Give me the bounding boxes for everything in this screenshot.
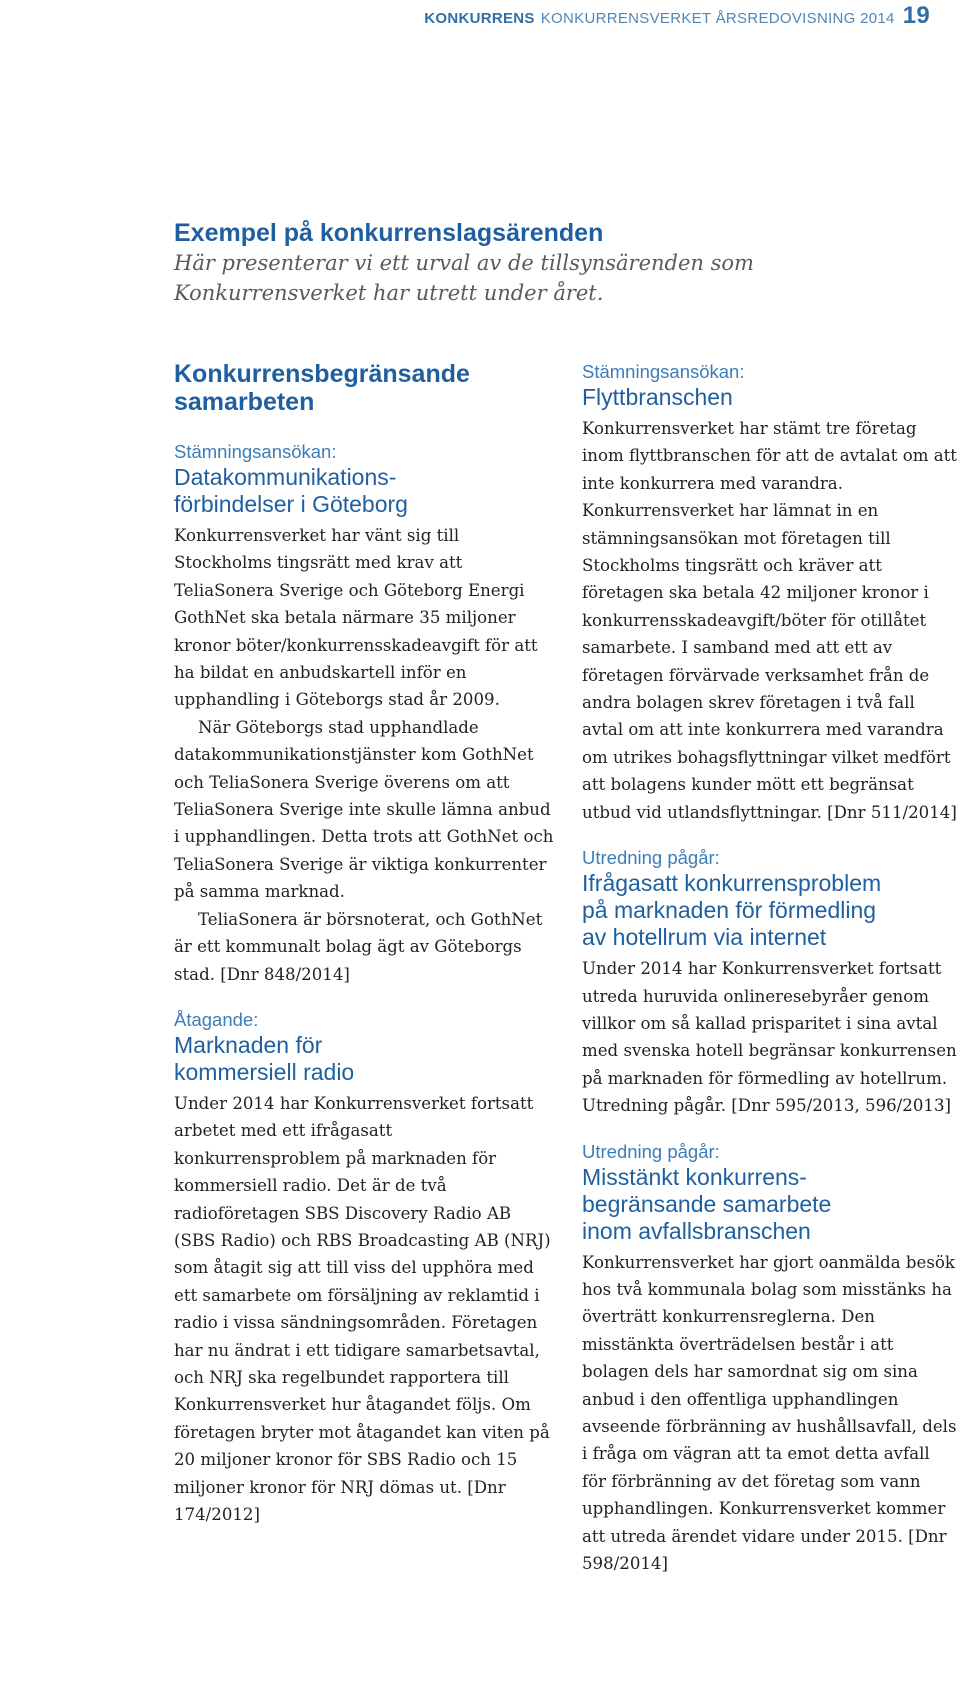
paragraph: Konkurrensverket har vänt sig till Stockholms tingsrätt med krav att TeliaSonera Sverige och Göteborg Energi GothNet ska betala närmare 35 miljoner kronor böter/konkurrensskadeavgift för att ha bildat en anbudskartell inför en upphandling i Göteborgs stad år 2009. <box>174 526 538 710</box>
paragraph: När Göteborgs stad upphandlade datakommunikationstjänster kom GothNet och TeliaSonera Sverige överens om att TeliaSonera Sverige inte skulle lämna anbud i upphandlingen. Detta trots att GothNet och TeliaSonera Sverige är viktiga konkurrenter på samma marknad. <box>174 717 554 902</box>
case-body <box>174 1090 554 1529</box>
case-hotellrum <box>582 846 958 1119</box>
page-subtitle: Här presenterar vi ett urval av de tillsynsärenden som Konkurrensverket har utrett under året. <box>174 251 754 305</box>
case-body <box>174 522 554 988</box>
page-number: 19 <box>902 2 930 29</box>
left-column <box>174 360 554 1548</box>
case-title <box>582 384 958 411</box>
case-body <box>582 955 958 1119</box>
case-title-line: Ifrågasatt konkurrensproblem <box>582 870 882 897</box>
case-title-line: av hotellrum via internet <box>582 924 827 951</box>
case-kicker: Stämningsansökan: <box>174 441 337 462</box>
case-title-line: Misstänkt konkurrens- <box>582 1163 807 1190</box>
case-title-line: begränsande samarbete <box>582 1190 832 1217</box>
case-body <box>582 1249 958 1578</box>
paragraph: Konkurrensverket har stämt tre företag inom flyttbranschen för att de avtalat om att inte konkurrera med varandra. Konkurrensverket har lämnat in en stämningsansökan mot företagen till Stockholms tingsrätt och kräver att företagen ska betala 42 miljoner kronor i konkurrensskadeavgift/böter för otillåtet samarbete. I samband med att ett av företagen förvärvade verksamhet från de andra bolagen skrev företagen i två fall avtal om att inte konkurrera med varandra om utrikes bohagsflyttningar vilket medfört att bolagens kunder mött ett begränsat utbud vid utlandsflyttningar. [Dnr 511/2014] <box>582 419 957 822</box>
case-datakommunikation <box>174 440 554 988</box>
intro <box>174 218 934 308</box>
running-header <box>424 2 930 30</box>
case-body <box>582 415 958 826</box>
page-title: Exempel på konkurrenslagsärenden <box>174 219 604 247</box>
case-kicker: Stämningsansökan: <box>582 361 745 382</box>
case-title-line: Flyttbranschen <box>582 384 733 410</box>
paragraph: Under 2014 har Konkurrensverket fortsatt arbetet med ett ifrågasatt konkurrensproblem på marknaden för kommersiell radio. Det är de två radioföretagen SBS Discovery Radio AB (SBS Radio) och RBS Broadcasting AB (NRJ) som åtagit sig att till viss del upphöra med ett samarbete om försäljning av reklamtid i radio i vissa sändningsområden. Företagen har nu ändrat i ett tidigare samarbetsavtal, och NRJ ska regelbundet rapportera till Konkurrensverket hur åtagandet följs. Om företagen bryter mot åtagandet kan viten på 20 miljoner kronor för SBS Radio och 15 miljoner kronor för NRJ dömas ut. [Dnr 174/2012] <box>174 1093 551 1524</box>
case-title-line: förbindelser i Göteborg <box>174 491 408 517</box>
header-publication: KONKURRENSVERKET ÅRSREDOVISNING 2014 <box>540 10 895 27</box>
header-section-label: KONKURRENS <box>424 10 535 27</box>
case-kommersiell-radio <box>174 1008 554 1529</box>
case-avfallsbranschen <box>582 1140 958 1578</box>
paragraph: Under 2014 har Konkurrensverket fortsatt utreda huruvida onlineresebyråer genom villkor om så kallad prisparitet i sina avtal med svenska hotell begränsar konkurrensen på marknaden för förmedling av hotellrum. Utredning pågår. [Dnr 595/2013, 596/2013] <box>582 959 957 1116</box>
paragraph: TeliaSonera är börsnoterat, och GothNet är ett kommunalt bolag ägt av Göteborgs stad. [Dnr 848/2014] <box>174 909 543 984</box>
case-title-line: inom avfallsbranschen <box>582 1217 811 1244</box>
case-title-line: kommersiell radio <box>174 1058 355 1085</box>
case-title-line: Datakommunikations- <box>174 464 397 490</box>
case-kicker: Utredning pågår: <box>582 847 720 869</box>
right-column <box>582 360 958 1597</box>
section-title: Konkurrensbegränsande samarbeten <box>174 360 470 416</box>
case-title <box>582 1164 958 1245</box>
case-title <box>174 464 554 518</box>
paragraph: Konkurrensverket har gjort oanmälda besök hos två kommunala bolag som misstänks ha överträtt konkurrensreglerna. Den misstänkta överträdelsen består i att bolagen dels har samordnat sig om sina anbud i den offentliga upphandlingen avseende förbränning av hushållsavfall, dels i fråga om vägran att ta emot detta avfall för förbränning av det företag som vann upphandlingen. Konkurrensverket kommer att utreda ärendet vidare under 2015. [Dnr 598/2014] <box>582 1252 957 1573</box>
case-title <box>174 1032 554 1086</box>
case-title-line: på marknaden för förmedling <box>582 897 877 924</box>
case-kicker: Åtagande: <box>174 1008 259 1030</box>
case-title <box>582 870 958 951</box>
case-kicker: Utredning pågår: <box>582 1140 720 1162</box>
case-flyttbranschen <box>582 360 958 826</box>
case-title-line: Marknaden för <box>174 1031 323 1058</box>
